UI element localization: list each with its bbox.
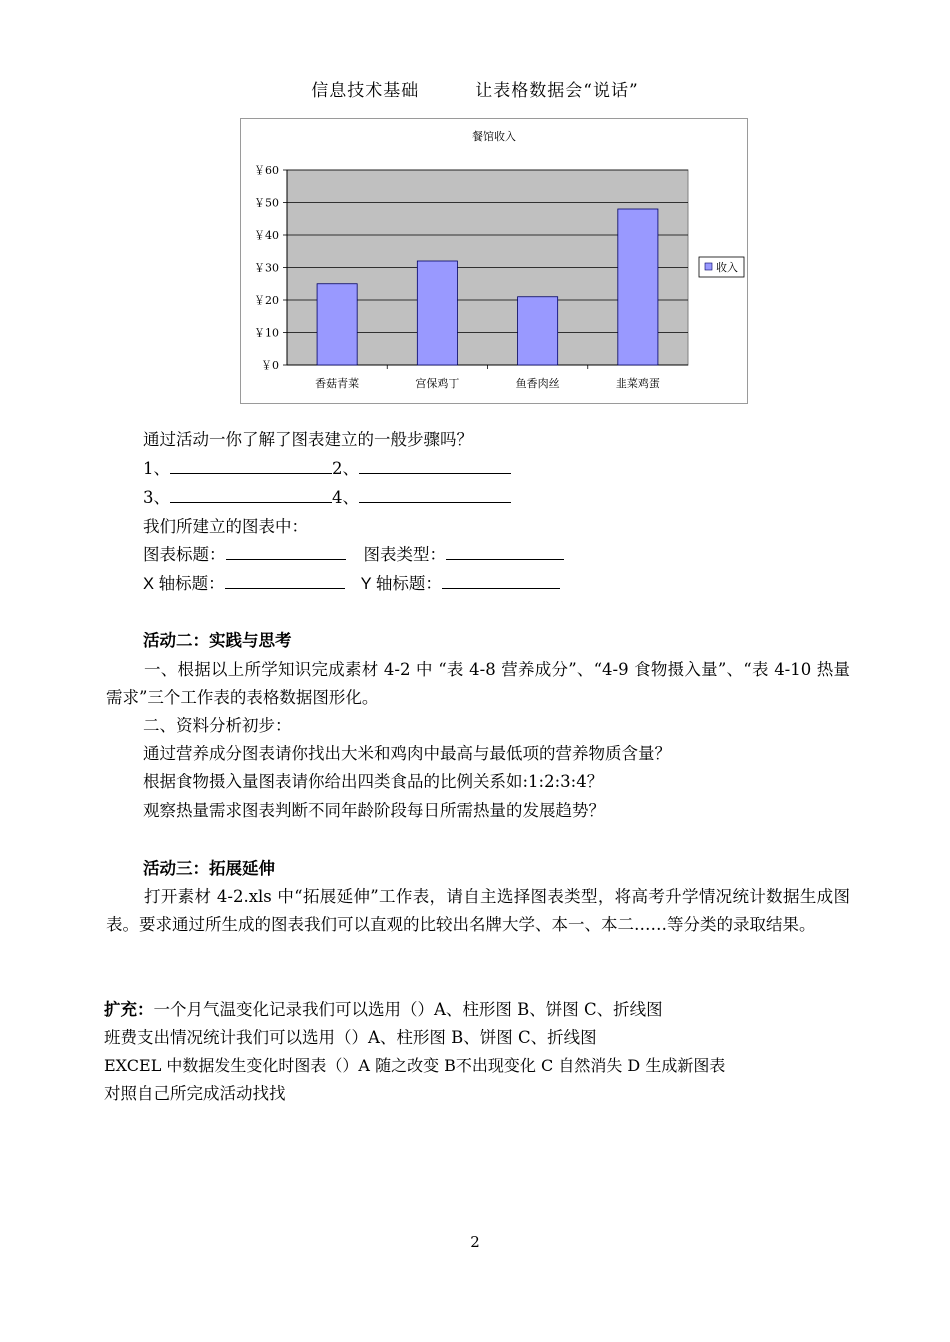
y-title-blank[interactable] bbox=[442, 570, 560, 589]
revenue-chart bbox=[240, 118, 748, 404]
y-tick-label: ￥60 bbox=[254, 164, 279, 177]
activity3-heading: 活动三：拓展延伸 bbox=[143, 859, 275, 878]
chart-title-label: 图表标题： bbox=[143, 545, 226, 564]
step-4-label: 4、 bbox=[332, 488, 359, 507]
y-tick-label: ￥0 bbox=[261, 359, 279, 372]
step-4-blank[interactable] bbox=[359, 484, 511, 503]
activity2-heading: 活动二：实践与思考 bbox=[143, 631, 292, 650]
page-header bbox=[0, 76, 950, 101]
steps-row-2 bbox=[143, 484, 511, 512]
chart-type-label: 图表类型： bbox=[363, 545, 446, 564]
x-title-blank[interactable] bbox=[225, 570, 345, 589]
bar-1 bbox=[317, 284, 357, 365]
x-tick-label: 鱼香肉丝 bbox=[515, 377, 560, 390]
step-1-blank[interactable] bbox=[170, 455, 332, 474]
extension-line-1 bbox=[104, 996, 848, 1024]
extension-q1: 一个月气温变化记录我们可以选用（）A、柱形图 B、饼图 C、折线图 bbox=[153, 1000, 663, 1019]
chart-type-blank[interactable] bbox=[446, 541, 564, 560]
x-tick-label: 韭菜鸡蛋 bbox=[615, 377, 660, 390]
step-2-label: 2、 bbox=[332, 459, 359, 478]
x-tick-label: 香菇青菜 bbox=[315, 377, 360, 390]
page-number: 2 bbox=[470, 1233, 480, 1251]
legend-swatch bbox=[705, 263, 712, 270]
chart-canvas bbox=[241, 119, 747, 403]
activity3-p1: 打开素材 4-2.xls 中“拓展延伸”工作表，请自主选择图表类型，将高考升学情况统计数据生成图表。要求通过所生成的图表我们可以直观的比较出名牌大学、本一、本二……等分类的录取结果。 bbox=[106, 887, 850, 934]
y-tick-label: ￥50 bbox=[254, 196, 279, 210]
y-title-label: Y 轴标题： bbox=[360, 575, 442, 593]
step-2-blank[interactable] bbox=[359, 455, 511, 474]
y-tick-label: ￥20 bbox=[254, 294, 279, 307]
extension-label: 扩充： bbox=[104, 1000, 154, 1019]
x-title-label: X 轴标题： bbox=[143, 575, 225, 593]
bar-4 bbox=[618, 209, 658, 365]
activity2-p2: 二、资料分析初步： bbox=[143, 716, 292, 735]
activity2-p5: 观察热量需求图表判断不同年龄阶段每日所需热量的发展趋势？ bbox=[143, 801, 605, 820]
activity2-p3: 通过营养成分图表请你找出大米和鸡肉中最高与最低项的营养物质含量？ bbox=[143, 744, 671, 763]
step-1-label: 1、 bbox=[143, 459, 170, 478]
y-tick-label: ￥40 bbox=[254, 229, 279, 242]
y-tick-label: ￥30 bbox=[254, 261, 279, 275]
header-course: 信息技术基础 bbox=[311, 81, 420, 101]
bar-3 bbox=[518, 297, 558, 365]
built-chart-prompt: 我们所建立的图表中： bbox=[143, 517, 308, 536]
step-3-blank[interactable] bbox=[170, 484, 332, 503]
chart-fields-row-1 bbox=[143, 541, 564, 569]
chart-title: 餐馆收入 bbox=[472, 130, 516, 143]
extension-q2: 班费支出情况统计我们可以选用（）A、柱形图 B、饼图 C、折线图 bbox=[104, 1028, 597, 1047]
y-tick-label: ￥10 bbox=[254, 326, 279, 340]
extension-q3: EXCEL 中数据发生变化时图表（）A 随之改变 B不出现变化 C 自然消失 D 生成新图表 bbox=[104, 1056, 726, 1075]
activity2-p1: 一、根据以上所学知识完成素材 4-2 中 “表 4-8 营养成分”、“4-9 食物摄入量”、“表 4-10 热量需求”三个工作表的表格数据图形化。 bbox=[106, 660, 850, 707]
chart-fields-row-2 bbox=[143, 570, 560, 598]
chart-title-blank[interactable] bbox=[226, 541, 346, 560]
step-3-label: 3、 bbox=[143, 488, 170, 507]
bar-2 bbox=[417, 261, 457, 365]
x-tick-label: 宫保鸡丁 bbox=[415, 377, 460, 390]
activity2-p4: 根据食物摄入量图表请你给出四类食品的比例关系如:1:2:3:4？ bbox=[143, 772, 604, 791]
header-lesson: 让表格数据会“说话” bbox=[475, 81, 639, 101]
steps-row-1 bbox=[143, 455, 511, 483]
legend-label: 收入 bbox=[716, 261, 738, 274]
extension-q4: 对照自己所完成活动找找 bbox=[104, 1084, 286, 1103]
q1-intro: 通过活动一你了解了图表建立的一般步骤吗？ bbox=[143, 430, 473, 449]
